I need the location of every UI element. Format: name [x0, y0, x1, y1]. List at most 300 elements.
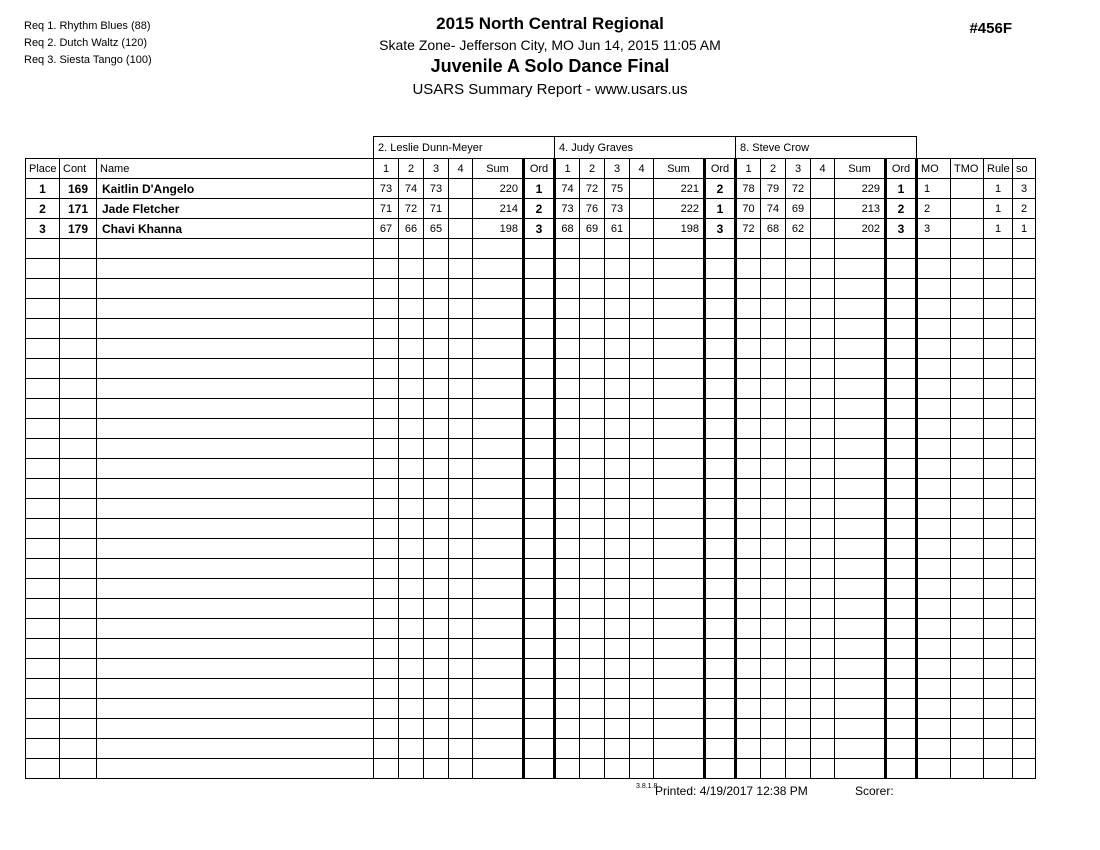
cell-ord [886, 359, 917, 379]
cell-sum [473, 559, 524, 579]
cell-score [736, 739, 761, 759]
column-header: 1 [736, 159, 761, 179]
cell-score [449, 499, 473, 519]
requirement-2: Req 2. Dutch Waltz (120) [24, 37, 148, 49]
column-header: 2 [761, 159, 786, 179]
cell-score [786, 379, 811, 399]
cell-rule [984, 299, 1013, 319]
cell-score [449, 399, 473, 419]
cell-cont [60, 539, 97, 559]
cell-sum [654, 359, 705, 379]
cell-sum [835, 719, 886, 739]
cell-score [630, 479, 654, 499]
cell-score [374, 459, 399, 479]
cell-score [424, 759, 449, 779]
cell-sum [835, 679, 886, 699]
empty-row [26, 239, 1036, 259]
cell-score [761, 699, 786, 719]
cell-score [424, 699, 449, 719]
cell-cont [60, 639, 97, 659]
cell-score [374, 559, 399, 579]
cell-sum [473, 679, 524, 699]
cell-sum [835, 579, 886, 599]
cell-score [555, 579, 580, 599]
cell-score [811, 619, 835, 639]
cell-score [761, 559, 786, 579]
cell-score [374, 499, 399, 519]
cell-ord [705, 559, 736, 579]
cell-cont [60, 279, 97, 299]
cell-sum [473, 399, 524, 419]
empty-row [26, 639, 1036, 659]
title-block [0, 14, 1100, 98]
cell-score [580, 339, 605, 359]
cell-ord [705, 659, 736, 679]
cell-sum [473, 459, 524, 479]
cell-score [786, 599, 811, 619]
cell-rule [984, 719, 1013, 739]
cell-cont [60, 739, 97, 759]
cell-ord [524, 339, 555, 359]
cell-ord: 3 [886, 219, 917, 239]
cell-score: 74 [399, 179, 424, 199]
cell-cont [60, 679, 97, 699]
cell-score [580, 719, 605, 739]
cell-sum [654, 319, 705, 339]
cell-score [630, 759, 654, 779]
cell-score [399, 239, 424, 259]
cell-score [555, 679, 580, 699]
cell-name [97, 359, 374, 379]
cell-place [26, 759, 60, 779]
cell-ord [886, 759, 917, 779]
cell-score [449, 679, 473, 699]
cell-ord [524, 379, 555, 399]
cell-score [761, 579, 786, 599]
cell-score [786, 319, 811, 339]
cell-score [811, 559, 835, 579]
judge-name-3: 8. Steve Crow [736, 137, 917, 159]
column-header: 3 [786, 159, 811, 179]
cell-score [736, 579, 761, 599]
cell-score [449, 539, 473, 559]
column-header: MO [917, 159, 951, 179]
cell-score [811, 259, 835, 279]
cell-score [605, 499, 630, 519]
cell-tmo [951, 719, 984, 739]
cell-name [97, 319, 374, 339]
cell-ord [524, 359, 555, 379]
cell-sum: 213 [835, 199, 886, 219]
cell-score [786, 659, 811, 679]
cell-score [736, 679, 761, 699]
cell-score [580, 539, 605, 559]
cell-tmo [951, 219, 984, 239]
cell-score [555, 499, 580, 519]
cell-ord [705, 479, 736, 499]
column-header: Sum [473, 159, 524, 179]
cell-mo [917, 519, 951, 539]
cell-so [1013, 279, 1036, 299]
cell-score [811, 279, 835, 299]
cell-ord [705, 759, 736, 779]
cell-score [449, 239, 473, 259]
cell-score [374, 359, 399, 379]
cell-score [630, 559, 654, 579]
cell-score [399, 579, 424, 599]
cell-name [97, 739, 374, 759]
cell-score [424, 619, 449, 639]
cell-ord [524, 519, 555, 539]
cell-mo [917, 259, 951, 279]
cell-rule [984, 239, 1013, 259]
cell-sum [654, 739, 705, 759]
cell-score [736, 659, 761, 679]
cell-score [424, 379, 449, 399]
cell-name [97, 499, 374, 519]
cell-tmo [951, 579, 984, 599]
cell-mo [917, 279, 951, 299]
cell-score [580, 579, 605, 599]
cell-score [630, 539, 654, 559]
cell-place [26, 519, 60, 539]
cell-score [605, 439, 630, 459]
cell-score [374, 259, 399, 279]
cell-ord [705, 239, 736, 259]
cell-score [605, 379, 630, 399]
empty-row [26, 359, 1036, 379]
column-header: 1 [374, 159, 399, 179]
cell-tmo [951, 419, 984, 439]
cell-score [399, 419, 424, 439]
cell-ord: 1 [886, 179, 917, 199]
cell-score [555, 339, 580, 359]
cell-score [374, 679, 399, 699]
cell-score [555, 619, 580, 639]
cell-score [580, 399, 605, 419]
empty-row [26, 619, 1036, 639]
cell-score [761, 679, 786, 699]
cell-cont [60, 339, 97, 359]
cell-score [786, 479, 811, 499]
cell-score [374, 399, 399, 419]
cell-score [424, 659, 449, 679]
cell-score [374, 339, 399, 359]
cell-sum [835, 279, 886, 299]
cell-score [424, 319, 449, 339]
cell-place [26, 719, 60, 739]
cell-mo [917, 239, 951, 259]
cell-score [424, 579, 449, 599]
cell-score [736, 479, 761, 499]
cell-cont [60, 419, 97, 439]
cell-sum [473, 299, 524, 319]
cell-score [374, 639, 399, 659]
empty-row [26, 519, 1036, 539]
cell-ord [886, 719, 917, 739]
cell-place [26, 639, 60, 659]
cell-score [374, 279, 399, 299]
cell-score [374, 579, 399, 599]
cell-place [26, 459, 60, 479]
cell-cont [60, 659, 97, 679]
cell-score [399, 399, 424, 419]
cell-score [761, 599, 786, 619]
cell-score [374, 599, 399, 619]
cell-tmo [951, 339, 984, 359]
cell-ord: 2 [524, 199, 555, 219]
cell-sum [835, 399, 886, 419]
cell-so [1013, 599, 1036, 619]
column-header: 4 [630, 159, 654, 179]
cell-score [786, 639, 811, 659]
cell-sum [654, 559, 705, 579]
cell-score [424, 419, 449, 439]
cell-score [786, 459, 811, 479]
cell-score [630, 739, 654, 759]
cell-score [449, 619, 473, 639]
cell-score: 73 [374, 179, 399, 199]
cell-score: 72 [786, 179, 811, 199]
cell-mo [917, 599, 951, 619]
cell-score [811, 639, 835, 659]
cell-score [605, 359, 630, 379]
cell-sum [654, 519, 705, 539]
cell-score [424, 239, 449, 259]
cell-score: 78 [736, 179, 761, 199]
cell-ord [886, 399, 917, 419]
cell-place [26, 499, 60, 519]
cell-ord [705, 539, 736, 559]
cell-tmo [951, 599, 984, 619]
cell-score [555, 299, 580, 319]
cell-score [605, 299, 630, 319]
cell-rule [984, 699, 1013, 719]
cell-name [97, 519, 374, 539]
cell-name [97, 459, 374, 479]
cell-so [1013, 639, 1036, 659]
cell-score [736, 459, 761, 479]
cell-score [761, 339, 786, 359]
cell-score [580, 519, 605, 539]
cell-rule [984, 459, 1013, 479]
cell-ord [886, 239, 917, 259]
cell-sum [835, 379, 886, 399]
cell-score [736, 339, 761, 359]
cell-sum [654, 239, 705, 259]
cell-score [555, 359, 580, 379]
cell-score: 71 [374, 199, 399, 219]
cell-cont [60, 519, 97, 539]
cell-sum [654, 479, 705, 499]
cell-score [786, 719, 811, 739]
cell-score [449, 459, 473, 479]
cell-so: 3 [1013, 179, 1036, 199]
empty-row [26, 739, 1036, 759]
cell-score [399, 339, 424, 359]
empty-row [26, 419, 1036, 439]
cell-score [449, 699, 473, 719]
cell-name [97, 479, 374, 499]
cell-ord [524, 459, 555, 479]
cell-tmo [951, 199, 984, 219]
cell-score [786, 539, 811, 559]
cell-score [374, 739, 399, 759]
cell-ord [705, 319, 736, 339]
cell-sum [835, 419, 886, 439]
cell-score: 74 [761, 199, 786, 219]
cell-so [1013, 259, 1036, 279]
cell-score [374, 539, 399, 559]
cell-score [786, 259, 811, 279]
empty-row [26, 699, 1036, 719]
column-header: 4 [449, 159, 473, 179]
cell-score [786, 499, 811, 519]
cell-score [605, 279, 630, 299]
cell-sum: 221 [654, 179, 705, 199]
cell-score [761, 359, 786, 379]
cell-score [605, 319, 630, 339]
cell-score [630, 719, 654, 739]
cell-sum [654, 759, 705, 779]
cell-so [1013, 459, 1036, 479]
cell-sum [654, 399, 705, 419]
cell-score [555, 259, 580, 279]
cell-ord [886, 539, 917, 559]
cell-tmo [951, 679, 984, 699]
judge-header-row [26, 137, 1036, 159]
cell-score: 69 [786, 199, 811, 219]
cell-sum: 222 [654, 199, 705, 219]
cell-score [786, 759, 811, 779]
cell-so [1013, 519, 1036, 539]
cell-score [449, 639, 473, 659]
cell-ord [886, 699, 917, 719]
venue-date-line: Skate Zone- Jefferson City, MO Jun 14, 2015 11:05 AM [379, 37, 721, 53]
cell-ord [524, 699, 555, 719]
cell-score [786, 339, 811, 359]
cell-score [811, 539, 835, 559]
cell-sum [835, 239, 886, 259]
cell-cont: 171 [60, 199, 97, 219]
cell-mo [917, 679, 951, 699]
cell-score [449, 199, 473, 219]
cell-sum: 198 [654, 219, 705, 239]
cell-score [811, 219, 835, 239]
cell-score [399, 279, 424, 299]
cell-name [97, 339, 374, 359]
cell-score [736, 399, 761, 419]
cell-score [605, 619, 630, 639]
event-title: Juvenile A Solo Dance Final [430, 56, 670, 76]
cell-cont [60, 239, 97, 259]
cell-rule [984, 679, 1013, 699]
cell-ord [524, 319, 555, 339]
cell-ord [705, 459, 736, 479]
cell-score [424, 399, 449, 419]
cell-score [736, 359, 761, 379]
cell-score [811, 359, 835, 379]
cell-cont [60, 399, 97, 419]
cell-score [580, 639, 605, 659]
cell-score [424, 519, 449, 539]
cell-sum [654, 439, 705, 459]
cell-ord: 1 [705, 199, 736, 219]
cell-so [1013, 339, 1036, 359]
cell-sum [473, 519, 524, 539]
cell-sum [654, 279, 705, 299]
cell-sum [654, 419, 705, 439]
cell-score [811, 599, 835, 619]
requirement-1: Req 1. Rhythm Blues (88) [24, 20, 151, 32]
cell-sum [654, 299, 705, 319]
cell-score [605, 259, 630, 279]
cell-score [811, 739, 835, 759]
cell-ord [705, 619, 736, 639]
cell-score [605, 459, 630, 479]
cell-sum: 198 [473, 219, 524, 239]
cell-so [1013, 299, 1036, 319]
cell-score [736, 319, 761, 339]
cell-ord [886, 479, 917, 499]
cell-place [26, 419, 60, 439]
cell-name [97, 579, 374, 599]
cell-mo [917, 619, 951, 639]
cell-tmo [951, 619, 984, 639]
cell-score [449, 739, 473, 759]
cell-score [736, 519, 761, 539]
cell-score [399, 459, 424, 479]
cell-score [399, 759, 424, 779]
cell-ord [524, 299, 555, 319]
cell-sum [835, 659, 886, 679]
cell-score [424, 279, 449, 299]
cell-score [605, 739, 630, 759]
cell-name [97, 239, 374, 259]
cell-tmo [951, 179, 984, 199]
cell-score [374, 479, 399, 499]
cell-mo [917, 439, 951, 459]
cell-cont [60, 759, 97, 779]
cell-score [630, 679, 654, 699]
cell-mo [917, 759, 951, 779]
cell-sum [473, 259, 524, 279]
event-number: #456F [969, 20, 1012, 37]
column-header: 3 [424, 159, 449, 179]
cell-score [424, 639, 449, 659]
cell-score [449, 319, 473, 339]
cell-score [786, 739, 811, 759]
cell-sum [473, 339, 524, 359]
cell-score [555, 539, 580, 559]
cell-score [605, 579, 630, 599]
cell-score [580, 759, 605, 779]
cell-score [555, 519, 580, 539]
cell-score [449, 759, 473, 779]
cell-sum: 214 [473, 199, 524, 219]
cell-sum [654, 539, 705, 559]
cell-score [786, 559, 811, 579]
cell-score: 62 [786, 219, 811, 239]
cell-score [424, 719, 449, 739]
cell-so [1013, 759, 1036, 779]
empty-row [26, 579, 1036, 599]
cell-ord [705, 339, 736, 359]
cell-ord: 1 [524, 179, 555, 199]
cell-so [1013, 359, 1036, 379]
cell-so [1013, 319, 1036, 339]
cell-score [605, 479, 630, 499]
